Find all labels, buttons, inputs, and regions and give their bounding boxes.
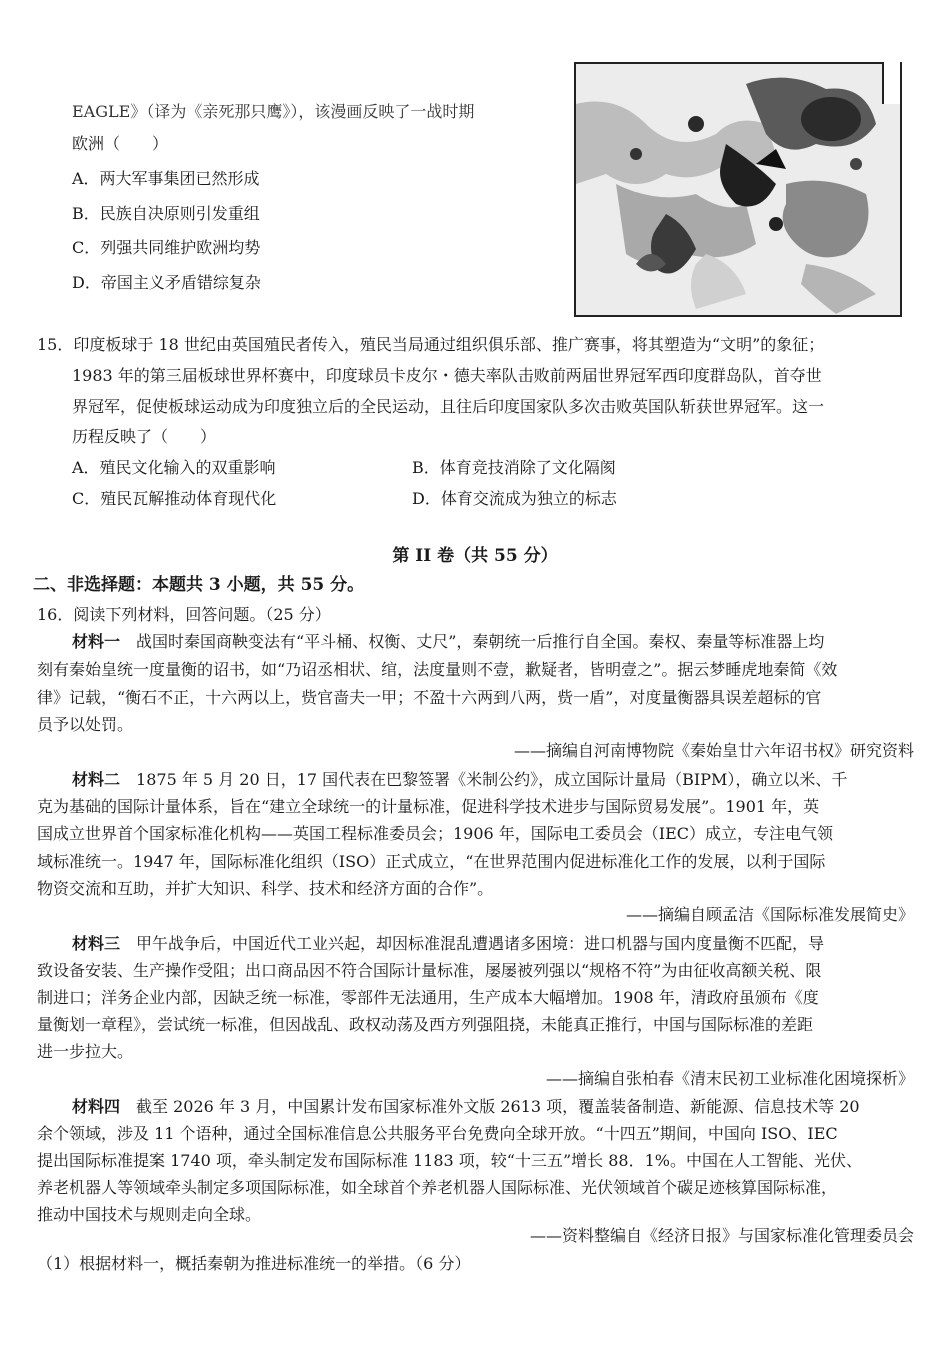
q15-option-a: A．殖民文化输入的双重影响 [72, 458, 276, 477]
material-4-label: 材料四 [72, 1097, 121, 1116]
material-3-line-3: 制进口；洋务企业内部，因缺乏统一标准，零部件无法通用，生产成本大幅增加。1908 年，清政府虽颁布《度 [37, 988, 819, 1007]
material-1-line-4: 员予以处罚。 [37, 715, 134, 734]
material-3-line-2: 致设备安装、生产操作受阻；出口商品因不符合国际计量标准，屡屡被列强以“规格不符”为由征收高额关税、限 [37, 961, 822, 980]
political-cartoon-map-of-europe-icon [574, 62, 902, 317]
material-4-line-4: 养老机器人等领域牵头制定多项国际标准，如全球首个养老机器人国际标准、光伏领域首个碳足迹核算国际标准， [37, 1178, 838, 1197]
material-2-line-2: 克为基础的国际计量体系，旨在“建立全球统一的计量标准，促进科学技术进步与国际贸易发展”。1901 年，英 [37, 797, 820, 816]
material-1-line-1 [72, 631, 824, 653]
material-2-label: 材料二 [72, 770, 121, 789]
q14-option-b: B．民族自决原则引发重组 [72, 204, 260, 223]
material-3-line-4: 量衡划一章程》，尝试统一标准，但因战乱、政权动荡及西方列强阻挠，未能真正推行，中国与国际标准的差距 [37, 1015, 814, 1034]
section-heading: 二、非选择题：本题共 3 小题，共 55 分。 [33, 575, 365, 595]
q14-option-c: C．列强共同维护欧洲均势 [72, 238, 261, 257]
q14-stem-line-2: 欧洲（ ） [72, 134, 169, 153]
image-corner-tab [882, 62, 900, 104]
material-3-label: 材料三 [72, 934, 121, 953]
material-1-text-1: 战国时秦国商鞅变法有“平斗桶、权衡、丈尺”，秦朝统一后推行自全国。秦权、秦量等标准器上均 [136, 632, 825, 651]
material-2-line-4: 域标准统一。1947 年，国际标准化组织（ISO）正式成立，“在世界范围内促进标准化工作的发展，以利于国际 [37, 852, 826, 871]
material-1-line-3: 律》记载，“衡石不正，十六两以上，赀官啬夫一甲；不盈十六两到八两，赀一盾”，对度量衡器具误差超标的官 [37, 688, 822, 707]
q14-stem-line-1: EAGLE》（译为《亲死那只鹰》），该漫画反映了一战时期 [72, 102, 475, 121]
q15-stem-line-2: 1983 年的第三届板球世界杯赛中，印度球员卡皮尔・德夫率队击败前两届世界冠军西印度群岛队，首夺世 [72, 366, 822, 385]
section-title: 第 II 卷（共 55 分） [392, 546, 558, 566]
q15-option-c: C．殖民瓦解推动体育现代化 [72, 489, 277, 508]
material-2-line-1 [72, 769, 847, 791]
material-4-line-3: 提出国际标准提案 1740 项，牵头制定发布国际标准 1183 项，较“十三五”增长 88．1%。中国在人工智能、光伏、 [37, 1151, 862, 1170]
q16-intro: 16．阅读下列材料，回答问题。（25 分） [37, 605, 331, 624]
material-3-source: ——摘编自张柏春《清末民初工业标准化困境探析》 [545, 1069, 914, 1088]
q16-sub-question-1: （1）根据材料一，概括秦朝为推进标准统一的举措。（6 分） [37, 1254, 471, 1273]
material-4-text-1: 截至 2026 年 3 月，中国累计发布国家标准外文版 2613 项，覆盖装备制造、新能源、信息技术等 20 [136, 1097, 860, 1116]
q15-stem-line-1: 15．印度板球于 18 世纪由英国殖民者传入，殖民当局通过组织俱乐部、推广赛事，将其塑造为“文明”的象征； [37, 335, 825, 354]
q15-option-d: D．体育交流成为独立的标志 [412, 489, 617, 508]
material-4-line-5: 推动中国技术与规则走向全球。 [37, 1205, 262, 1224]
q14-option-d: D．帝国主义矛盾错综复杂 [72, 273, 261, 292]
material-4-line-2: 余个领域，涉及 11 个语种，通过全国标准信息公共服务平台免费向全球开放。“十四五”期间，中国向 ISO、IEC [37, 1124, 838, 1143]
material-3-line-5: 进一步拉大。 [37, 1042, 134, 1061]
material-3-line-1 [72, 933, 824, 955]
q15-stem-line-4: 历程反映了（ ） [72, 427, 217, 446]
material-4-source: ——资料整编自《经济日报》与国家标准化管理委员会 [529, 1226, 914, 1245]
material-2-line-3: 国成立世界首个国家标准化机构——英国工程标准委员会；1906 年，国际电工委员会（IEC）成立，专注电气领 [37, 824, 834, 843]
material-1-label: 材料一 [72, 632, 121, 651]
material-2-source: ——摘编自顾孟洁《国际标准发展简史》 [625, 905, 914, 924]
material-1-line-2: 刻有秦始皇统一度量衡的诏书，如“乃诏丞相状、绾，法度量则不壹，歉疑者，皆明壹之”。据云梦睡虎地秦简《效 [37, 660, 838, 679]
material-3-text-1: 甲午战争后，中国近代工业兴起，却因标准混乱遭遇诸多困境：进口机器与国内度量衡不匹配，导 [136, 934, 825, 953]
material-1-source: ——摘编自河南博物院《秦始皇廿六年诏书权》研究资料 [513, 741, 914, 760]
material-2-text-1: 1875 年 5 月 20 日，17 国代表在巴黎签署《米制公约》，成立国际计量局（BIPM），确立以米、千 [136, 770, 848, 789]
q14-option-a: A．两大军事集团已然形成 [72, 169, 260, 188]
q15-option-b: B．体育竞技消除了文化隔阂 [412, 458, 616, 477]
q15-stem-line-3: 界冠军，促使板球运动成为印度独立后的全民运动，且往后印度国家队多次击败英国队斩获世界冠军。这一 [72, 397, 825, 416]
material-4-line-1 [72, 1096, 860, 1118]
material-2-line-5: 物资交流和互助，并扩大知识、科学、技术和经济方面的合作”。 [37, 879, 494, 898]
